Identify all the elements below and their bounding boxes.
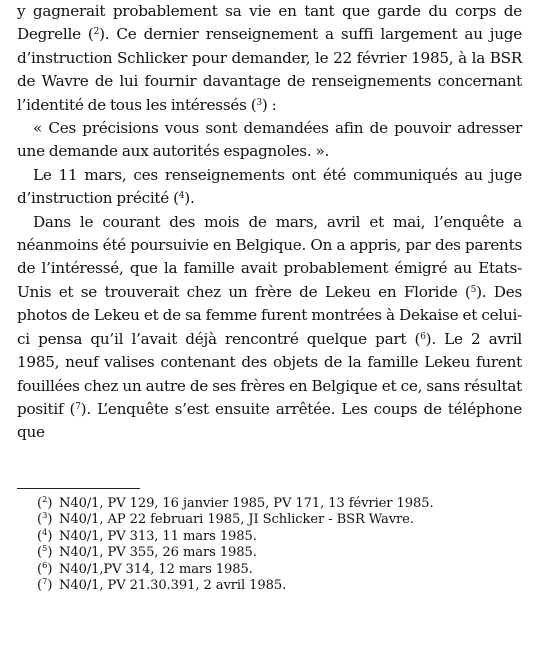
paragraph-4-text-a: Dans le courant des mois de mars, avril et mai, l’enquête a néanmoins été poursuivie en Belgique. On a appris, par des parents de l’intéressé, que la famille avait probablement émigré au Etats-Unis et se trouverait chez un frère de Lekeu en Floride (	[17, 212, 522, 301]
footnote-marker: ($^6$)	[37, 560, 53, 577]
paragraph-1-text-b: ). Ce dernier renseignement a suffi largement au juge d’instruction Schlicker pour demander, le 22 février 1985, à la BSR de Wavre de lui fournir davantage de renseignements concernant l’identité de tous les intéressés (	[17, 25, 522, 114]
paragraph-3	[17, 164, 522, 211]
footnote-5	[37, 545, 522, 561]
paragraph-4	[17, 211, 522, 445]
footnote-marker: ($^7$)	[37, 577, 53, 594]
footnote-3	[37, 512, 522, 528]
paragraph-1	[17, 0, 522, 117]
footnote-text: N40/1, PV 313, 11 mars 1985.	[59, 528, 257, 544]
footnote-marker: ($^2$)	[37, 495, 53, 511]
footnote-ref-7[interactable]: 7	[75, 401, 81, 412]
footnote-separator	[17, 488, 140, 489]
footnote-marker: ($^4$)	[37, 527, 53, 544]
footnote-text: N40/1, AP 22 februari 1985, JI Schlicker - BSR Wavre.	[59, 512, 414, 528]
footnote-marker: ($^5$)	[37, 544, 53, 561]
footnote-ref-3[interactable]: 3	[256, 97, 262, 108]
footnotes	[37, 496, 522, 594]
footnote-ref-5[interactable]: 5	[470, 284, 477, 295]
footnote-6	[37, 562, 522, 578]
footnote-ref-6[interactable]: 6	[420, 331, 426, 342]
footnote-text: N40/1,PV 314, 12 mars 1985.	[59, 561, 253, 577]
paragraph-1-text-a: y gagnerait probablement sa vie en tant que garde du corps de Degrelle (	[17, 2, 522, 44]
paragraph-1-text-c: ) :	[261, 95, 277, 114]
paragraph-3-text-b: ).	[184, 189, 195, 208]
footnote-text: N40/1, PV 355, 26 mars 1985.	[59, 545, 257, 561]
footnote-text: N40/1, PV 129, 16 janvier 1985, PV 171, 13 février 1985.	[59, 496, 434, 511]
footnote-ref-2[interactable]: 2	[93, 27, 100, 38]
footnote-text: N40/1, PV 21.30.391, 2 avril 1985.	[59, 578, 287, 594]
paragraph-2-quote: « Ces précisions vous sont demandées afin de pouvoir adresser une demande aux autorités espagnoles. ».	[17, 119, 522, 161]
footnote-7	[37, 578, 522, 594]
body-text	[17, 0, 522, 445]
footnote-marker: ($^3$)	[37, 511, 53, 528]
paragraph-4-text-d: ). L’enquête s’est ensuite arrêtée. Les coups de téléphone que	[17, 399, 522, 442]
footnote-4	[37, 529, 522, 545]
document-page	[17, 0, 522, 594]
footnote-ref-4[interactable]: 4	[178, 191, 185, 202]
footnote-2	[37, 496, 522, 512]
paragraph-3-text-a: Le 11 mars, ces renseignements ont été communiqués au juge d’instruction précité (	[17, 165, 522, 208]
paragraph-4-text-b: ). Des photos de Lekeu et de sa femme furent montrées à Dekaise et celui-ci pensa qu’il l’avait déjà rencontré quelque part (	[17, 282, 522, 348]
paragraph-4-text-c: ). Le 2 avril 1985, neuf valises contenant des objets de la famille Lekeu furent fouillées chez un autre de ses frères en Belgique et ce, sans résultat positif (	[17, 329, 522, 418]
